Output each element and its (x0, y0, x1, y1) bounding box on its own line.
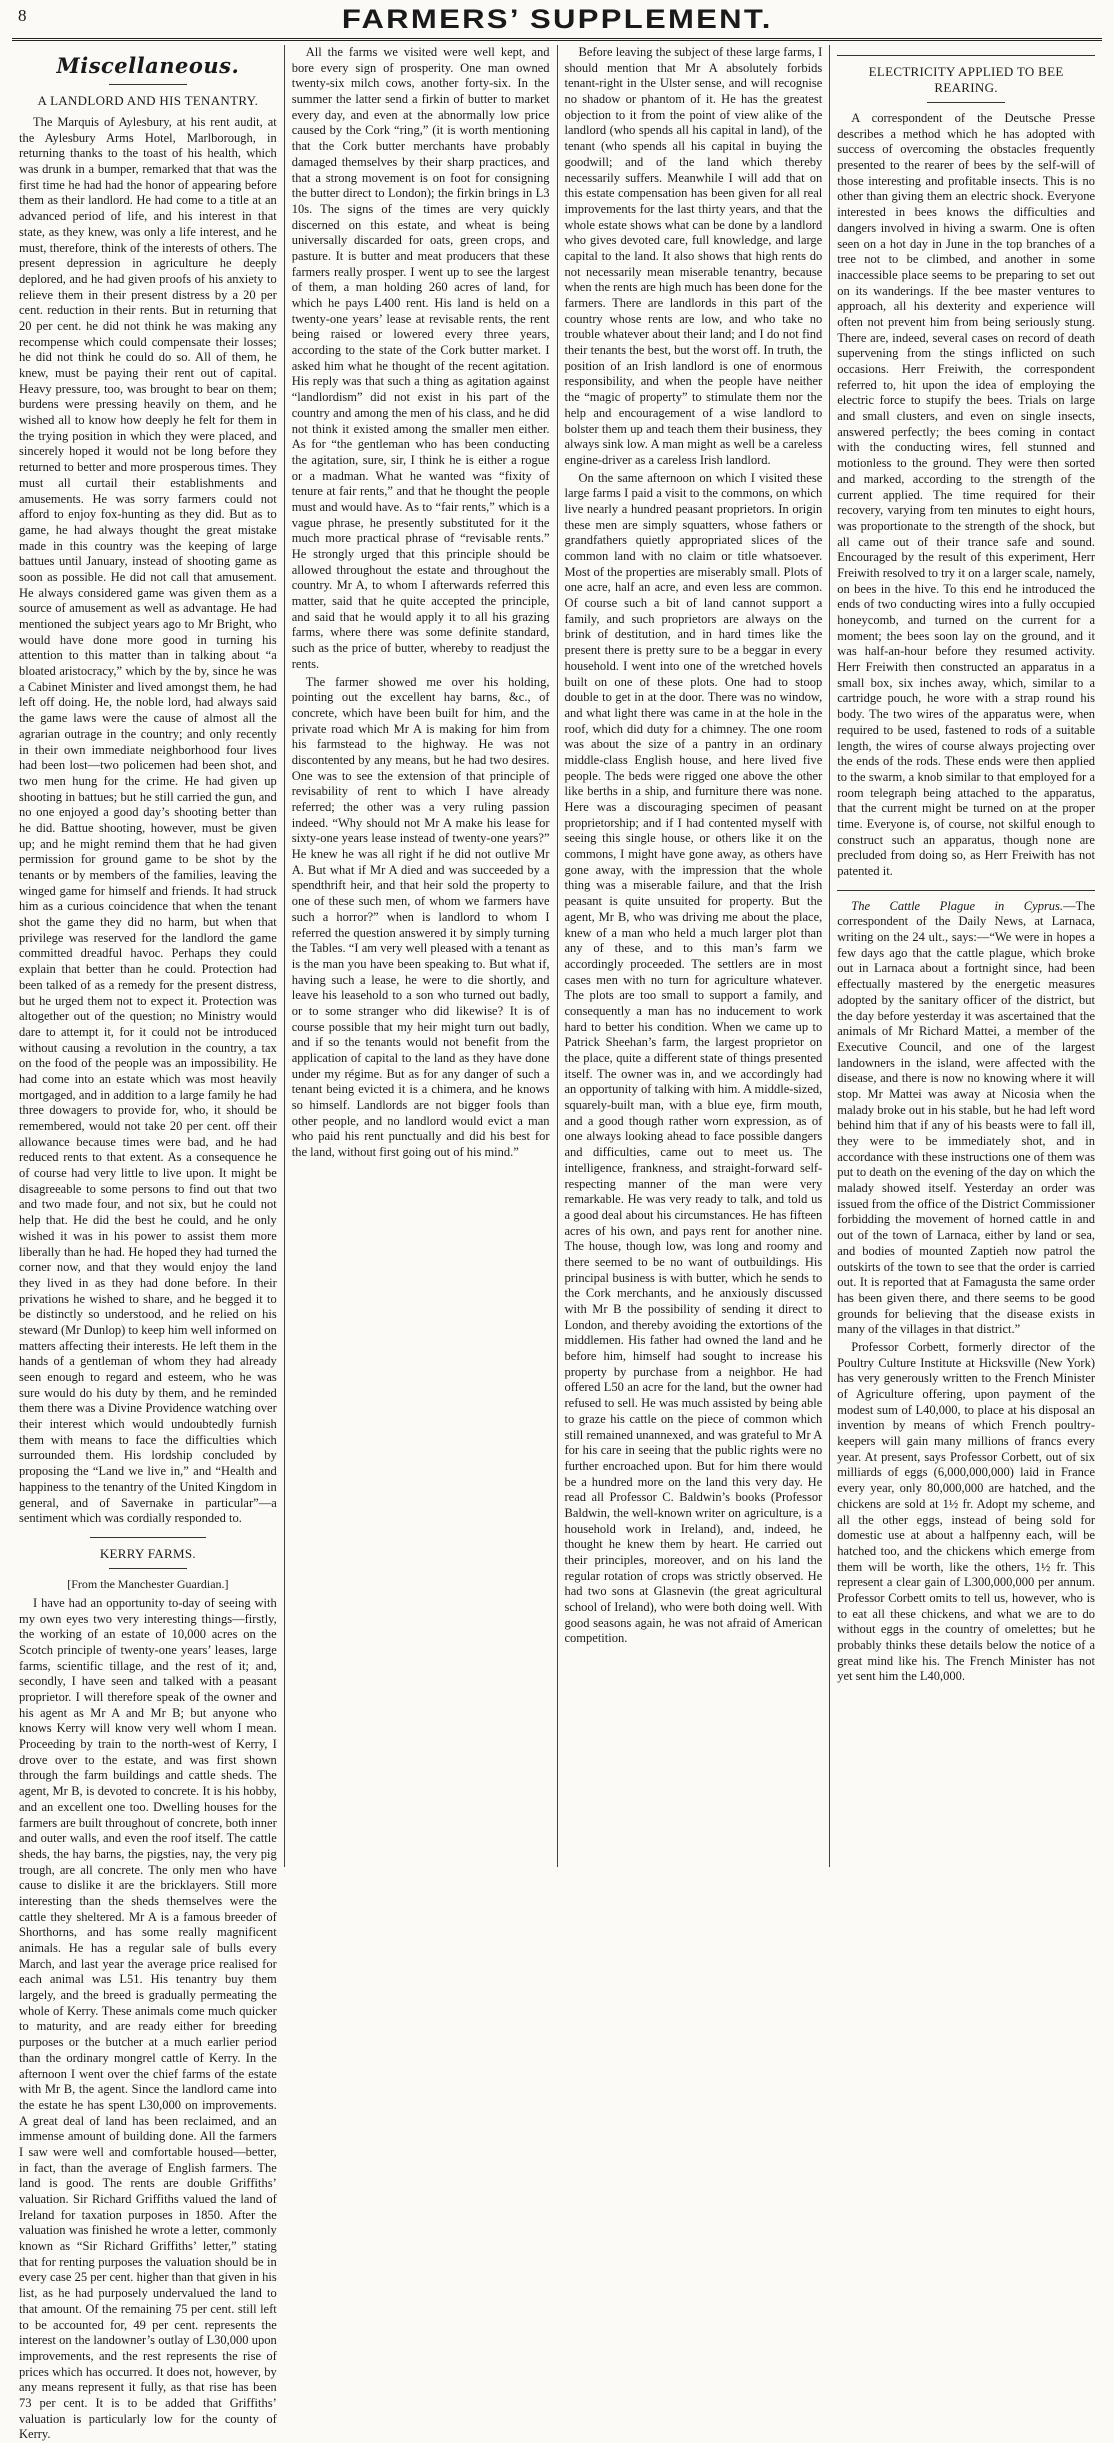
divider (927, 102, 1004, 103)
divider (837, 890, 1095, 891)
kerry-paragraph: Before leaving the subject of these large farms, I should mention that Mr A absolutely forbids tenant-right in the Ulster sense, and will recognise no shadow or phantom of it. He has the greatest objection to it from the point of view alike of the landlord (who spends all his capital in land), of the tenant (who spends all his capital in buying the goodwill; and of the land which thereby necessarily suffers. Meanwhile I will add that on this estate compensation has been given for all real improvements for the last thirty years, and that the whole estate shows what can be done by a landlord who gives devoted care, full knowledge, and large capital to the land. It also shows that high rents do not necessarily mean miserable tenantry, because when the rents are high much has been done for the farmers. There are landlords in this part of the country whose rents are low, and who take no trouble whatever about their land; and I do not find their tenants the best, but the worst off. In truth, the position of an Irish landlord is one of enormous responsibility, and when the people have neither the “magic of property” to stimulate them nor the help and encouragement of a wise landlord to bolster them up and teach them their business, they always sink low. A man might as well be a careless engine-driver as a careless Irish landlord. (564, 45, 823, 467)
section-title: Miscellaneous. (56, 53, 240, 78)
cyprus-body: —The correspondent of the Daily News, at Larnaca, writing on the 24 ult., says:—“We were in hopes a few days ago that the cattle plague, which broke out in Larnaca about a fortnight since, had been effectually mastered by the energetic measures adopted by the sanitary officer of the district, but the day before yesterday it was ascertained that the animals of Mr Richard Mattei, a member of the Executive Council, and one of the largest landowners in the island, were affected with the disease, and there is now no knowing where it will stop. Mr Mattei was away at Nicosia when the malady broke out in his stable, but he had left word behind him that if any of his beasts were to fall ill, they were to be immediately shot, and in accordance with these instructions one of them was put to death on the evening of the day on which the malady showed itself. Yesterday an order was issued from the office of the District Commissioner forbidding the movement of horned cattle in and out of the town of Larnaca, either by land or sea, and bodies of mounted Zaptieh now patrol the outskirts of the town to see that the order is carried out. It is reported that at Famagusta the same order has been given there, and there seems to be good grounds for believing that the disease exists in many of the villages in that district.” (837, 898, 1095, 1337)
divider (109, 84, 186, 85)
bees-headline: ELECTRICITY APPLIED TO BEE REARING. (868, 64, 1064, 95)
page-number: 8 (18, 6, 27, 25)
bees-paragraph: A correspondent of the Deutsche Presse describes a method which he has adopted with success of overcoming the obstacles frequently presented to the rearer of bees by the self-will of those interesting and profitable insects. This is no other than giving them an electric shock. Everyone interested in bees knows the difficulties and dangers involved in hiving a swarm. One is often seen on a hot day in June in the top branches of a tree not to be climbed, and another in some inaccessible place seems to be preparing to set out on its wanderings. If the bee master ventures to approach, all his dexterity and experience will often not prevent him from being seriously stung. There are, indeed, several cases on record of death supervening from the stings inflicted on such occasions. Herr Freiwith, the correspondent referred to, hit upon the idea of employing the electric force to stupify the bees. Trials on large and small clusters, and even on single insects, answered perfectly; the bees coming in contact with the conducting wires, fell stunned and motionless to the ground. They were then sorted and marked, according to the strength of the current applied. The time required for their recovery, varying from ten minutes to eight hours, was proportionate to the strength of the shock, but all came out of their trance safe and sound. Encouraged by the result of this experiment, Herr Freiwith resolved to try it on a larger scale, namely, on bees in the hive. To this end he introduced the ends of two conducting wires into a fully occupied honeycomb, and turned on the current for a moment; the bees soon lay on the ground, and it was half-an-hour before they resumed activity. Herr Freiwith then constructed an apparatus in a small box, six inches away, which, similar to a cartridge pouch, he wore with a strap round his body. The two wires of the apparatus were, when required to be used, fastened to rods of a suitable length, the wires of course always projecting over the ends of the rods. These ends were then applied to the swarm, a knob similar to that employed for a room telegraph being attached to the apparatus, that the current might be turned on at the proper time. Everyone is, of course, not skilful enough to construct such an apparatus, though none are precluded from doing so, as Herr Freiwith has not patented it. (837, 111, 1095, 878)
kerry-paragraph: The farmer showed me over his holding, pointing out the excellent hay barns, &c., of concrete, which have been built for him, and the private road which Mr A is making for him from his farmstead to the highway. He was not discontented by any means, but he had two desires. One was to see the extension of that principle of revisability of rent to which I have already referred; the other was a very ruling passion indeed. “Why should not Mr A make his lease for sixty-one years lease instead of twenty-one years?” He knew he was all right if he did not outlive Mr A. But what if Mr A died and was succeeded by a spendthrift heir, and that heir sold the property to one of these such men, of whom we farmers have such a horror?” when is landlord to whom I referred the question answered it by simply turning the Tables. “I am very well pleased with a tenant as is the man you have been speaking to. But what if, having such a lease, he were to die shortly, and leave his leasehold to a son who turned out badly, or to some stranger who did likewise? It is of course possible that my heir might turn out badly, and if so the tenants would not benefit from the application of capital to the land as they have done under my régime. But as for any danger of such a tenant being evicted it is a chimera, and he knows so himself. Landlords are not bigger fools than other people, and no landlord would evict a man who paid his rent punctually and did his best for the land, without first going out of his mind.” (291, 674, 550, 1160)
divider (90, 1537, 206, 1538)
kerry-paragraph: On the same afternoon on which I visited these large farms I paid a visit to the commons, on which live nearly a hundred peasant proprietors. In origin these men are simply squatters, whose fathers or grandfathers quietly appropriated slices of the common land with no claim or title whatsoever. Most of the properties are miserably small. Plots of one acre, half an acre, and even less are common. Of course such a bit of land cannot support a family, and such proprietors are always on the brink of destitution, and in hard times like the present there is pretty sure to be a beggar in every household. I went into one of the wretched hovels built on one of these plots. One had to stoop double to get in at the door. There was no window, and what light there was came in at the hole in the roof, which did duty for a chimney. The one room was about the size of a pantry in an ordinary middle-class English house, and here lived five people. The beds were rigged one above the other like berths in a ship, and furniture there was none. Here was a discouraging specimen of peasant proprietorship; and if I had contented myself with seeing this single house, or others like it on the commons, I might have gone away, as others have gone away, with the impression that the whole thing was a miserable failure, and that the Irish peasant is quite unsuited for property. But the agent, Mr B, who was driving me about the place, knew of a man who held a much larger plot than any of these, and to this man’s farm we accordingly proceeded. The settlers are in most cases men with no turn for agriculture whatever. The plots are too small to support a family, and consequently a man has no inducement to work hard to better his condition. When we came up to Patrick Sheehan’s farm, the largest proprietor on the place, quite a different state of things presented itself. The owner was in, and we accordingly had an opportunity of talking with him. A middle-sized, squarely-built man, with a blue eye, firm mouth, and a good though rather worn expression, as of one always looking ahead to face possible dangers and difficulties, came out to meet us. The intelligence, frankness, and straight-forward self-respecting manner of the man were very remarkable. He was very ready to talk, and told us a good deal about his circumstances. He has fifteen acres of his own, and pays rent for another nine. The house, though low, was long and roomy and there seemed to be no want of outbuildings. His principal business is with butter, which he sends to the Cork merchants, and he anxiously discussed with Mr B the possibility of sending it direct to London, and thereby avoiding the extortions of the middlemen. His father had owned the land and he before him, himself had sought to increase his property by purchase from a neighbor. He had offered L50 an acre for the land, but the owner had refused to sell. He was much assisted by being able to graze his cattle on the piece of common which still remained unannexed, and was grateful to Mr A for his care in seeing that the public rights were no further encroached upon. But for him there would be a hundred more on the land this very day. He read all Professor C. Baldwin’s books (Professor Baldwin, the well-known writer on agriculture, is a household work in Ireland), and, indeed, he thought he knew them by heart. He carried out their principles, moreover, and on his land the regular rotation of crops was strictly observed. He had two sons at Glasnevin (the great agricultural school of Ireland), who were both doing well. With good seasons again, he was not afraid of American competition. (564, 470, 823, 1646)
column-4 (830, 45, 1102, 1867)
corbett-paragraph: Professor Corbett, formerly director of the Poultry Culture Institute at Hicksville (New York) has very generously written to the French Minister of Agriculture offering, upon payment of the modest sum of L40,000, to place at his disposal an invention by means of which French poultry-keepers will gain many millions of francs every year. At present, says Professor Corbett, out of six milliards of eggs (6,000,000,000) laid in France every year, only 80,000,000 are hatched, and the chickens are sold at 1½ fr. Adopt my scheme, and all the other eggs, instead of being sold for domestic use at about a halfpenny each, will be hatched too, and the chickens which emerge from them will be worth, like the others, 1½ fr. This represent a clear gain of L300,000,000 per annum. Professor Corbett omits to tell us, however, who is to eat all these chickens, and what we are to do without eggs in the country of omelettes; but he probably thinks these details below the notice of a great mind like his. The French Minister has not yet sent him the L40,000. (837, 1339, 1095, 1684)
kerry-paragraph: All the farms we visited were well kept, and bore every sign of prosperity. One man owned twenty-six milch cows, another forty-six. In the summer the latter send a firkin of butter to market every day, and even at the abnormally low price caused by the Cork “ring,” (it is worth mentioning that the Cork butter merchants have probably damaged themselves by their sharp practices, and that a strong movement is on foot for consigning the butter direct to London); the firkin brings in L3 10s. The signs of the times are very quickly discerned on this estate, and wheat is being universally discarded for oats, green crops, and pasture. It is butter and meat producers that these farmers really prosper. I went up to see the largest of them, a man holding 260 acres of land, for which he pays L400 rent. His land is held on a twenty-one years’ lease at revisable rents, the rent being raised or lowered every three years, according to the state of the Cork butter market. I asked him what he thought of the recent agitation. His reply was that such a thing as agitation against “landlordism” did not exist in his part of the country and among the men of his class, and he did not think it existed among the smaller men either. As for “the gentleman who has been conducting the agitation, sure, sir, I think he is either a rogue or a madman. What he wanted was “fixity of tenure at fair rents,” and that he thought the people must and would have. As to “fair rents,” which is a vague phrase, he presently substituted for it the much more practical phrase of “revisable rents.” He strongly urged that this principle should be allowed throughout the estate and throughout the country. Mr A, to whom I afterwards referred this matter, said that he quite accepted the principle, and said that he would apply it to all his grazing farms, where there was some definite standard, such as the price of butter, whereby to readjust the rents. (291, 45, 550, 671)
kerry-paragraph: I have had an opportunity to-day of seeing with my own eyes two very interesting things—firstly, the working of an estate of 10,000 acres on the Scotch principle of twenty-one years’ leases, large farms, scientific tillage, and the rest of it; and, secondly, I have seen and talked with a peasant proprietor. I will therefore speak of the owner and his agent as Mr A and Mr B; but anyone who knows Kerry will know very well whom I mean. Proceeding by train to the north-west of Kerry, I drove over to the estate, and was first shown through the farm buildings and cattle sheds. The agent, Mr B, is devoted to concrete. It is his hobby, and an excellent one too. Dwelling houses for the farmers are built throughout of concrete, both inner and outer walls, and even the roof itself. The cattle sheds, the hay barns, the pigsties, nay, the very pig trough, are all concrete. The only men who have cause to dislike it are the bricklayers. Still more interesting than the sheds themselves were the cattle they sheltered. Mr A is a famous breeder of Shorthorns, and has some really magnificent animals. He has a regular sale of bulls every March, and last year the average price realised for each animal was L51. His tenantry buy them largely, and the breed is gradually permeating the whole of Kerry. These animals come much quicker to maturity, and are ready either for breeding purposes or the butcher at a much earlier period than the ordinary mongrel cattle of Kerry. In the afternoon I went over the chief farms of the estate with Mr B, the agent. Since the landlord came into the estate he has spent L30,000 on improvements. A great deal of land has been reclaimed, and an immense amount of building done. All the farmers I saw were well and comfortable housed—better, in fact, than the average of English farmers. The land is good. The rents are double Griffiths’ valuation. Sir Richard Griffiths valued the land of Ireland for taxation purposes in 1850. After the valuation was finished he wrote a letter, commonly known as “Sir Richard Griffiths’ letter,” stating that for renting purposes the valuation should be in every case 25 per cent. higher than that given in his list, as he had purposely undervalued the land to that amount. Of the remaining 75 per cent. still left to be accounted for, 49 per cent. represents the interest on the landowner’s outlay of L30,000 upon improvements, and the rest represents the rise of prices which has occurred. It does not, however, by any means represent it fully, as that rise has been 73 per cent. It is to be added that Griffiths’ valuation is particularly low for the county of Kerry. (19, 1595, 277, 2442)
cyprus-kicker: The Cattle Plague in Cyprus. (851, 898, 1064, 913)
masthead (12, 0, 1102, 41)
paper-title: FARMERS’ SUPPLEMENT. (341, 3, 773, 34)
landlord-paragraph: The Marquis of Aylesbury, at his rent audit, at the Aylesbury Arms Hotel, Marlborough, in returning thanks to the toast of his health, which was drunk in a bumper, remarked that that was the first time he had had the honor of appearing before them as their landlord. He had come to a title at an advanced period of life, and his interest in that state, as they knew, was only a life interest, and he must, therefore, think of the interests of others. The present depression in agriculture he deeply deplored, and he had given proofs of his anxiety to relieve them in their present distress by a 20 per cent. reduction in their rents. But in returning that 20 per cent. he did not think he was making any recompense which could compensate their losses; he did not think he could do so. All of them, he knew, must be paying their rent out of capital. Heavy pressure, too, was brought to bear on them; burdens were pressing heavily on them, and he wished all to know how deeply he felt for them in the trying position in which they were placed, and sincerely hoped it would not be long before they returned to better and more prosperous times. They must all curtail their establishments and amusements. He was sorry farmers could not afford to enjoy fox-hunting as they did. But as to game, he had always thought the great mistake made in this country was the keeping of large battues until January, instead of shooting game as soon as possible. He did not call that amusement. He always considered game was given them as a source of amusement as well as advantage. He had mentioned the subject years ago to Mr Bright, who would have done more good in turning his attention to this matter than in talking about “a bloated aristocracy,” which by the by, since he was a Cabinet Minister and lived amongst them, he had left off doing. He, the noble lord, had always said the game laws were the cause of almost all the agrarian outrage in the country; and only recently in their own immediate neighborhood four lives had been lost—two policemen had been shot, and two men hung for the crime. He had given up shooting in battues; but he still carried the gun, and no one enjoyed a good day’s shooting better than he did. Battue shooting, however, must be given up; and he might remind them that he had given permission for ground game to be shot by the tenants or by members of the families, leaving the winged game for himself and friends. It had struck him as a curious coincidence that when the tenant shot the game they did no harm, but when that privilege was reserved for the landlord the game committed dreadful havoc. Perhaps they could explain that better than he could. Protection had been talked of as a remedy for the present distress, but he urged them not to expect it. Protection was altogether out of the question; no Ministry would dare to attempt it, for it could not be introduced without causing a revolution in the country, a tax on the food of the people was an impossibility. He had come into an estate which was most heavily mortgaged, and in addition to a large family he had three dowagers to provide for, who, it should be remembered, would not take 20 per cent. off their allowance because times were bad, and he had reduced rents to that extent. As a consequence he of course had very little to live upon. It might be disagreeable to some persons to find out that two and two made four, and not six, but he could not help that. He did the best he could, and he only wished it was in his power to assist them more liberally than he had. He hoped they had turned the corner now, and that they would enjoy the land they lived in as they had done before. In their privations he wished to share, and he begged it to be distinctly so understood, and he relied on his steward (Mr Dunlop) to keep him well informed on matters affecting their interests. He left them in the hands of a gentleman of whom they had already seen enough to regard and esteem, who he was sure would do his duty by them, and he reminded them there was a Divine Providence watching over their interest which would undoubtedly furnish them with means to face the difficulties which surrounded them. His lordship concluded by proposing the “Land we live in,” and “Health and happiness to the tenantry of the United Kingdom in general, and of Savernake in particular”—a sentiment which was cordially responded to. (19, 115, 277, 1526)
kerry-source: [From the Manchester Guardian.] (67, 1576, 229, 1591)
column-3 (558, 45, 831, 1867)
column-1 (12, 45, 285, 2442)
landlord-headline: A LANDLORD AND HIS TENANTRY. (37, 93, 259, 108)
divider (837, 55, 1095, 56)
article-columns (12, 45, 1102, 2442)
kerry-headline: KERRY FARMS. (99, 1545, 196, 1561)
divider (109, 1568, 186, 1569)
cyprus-paragraph (837, 899, 1095, 1338)
column-2 (285, 45, 558, 1867)
